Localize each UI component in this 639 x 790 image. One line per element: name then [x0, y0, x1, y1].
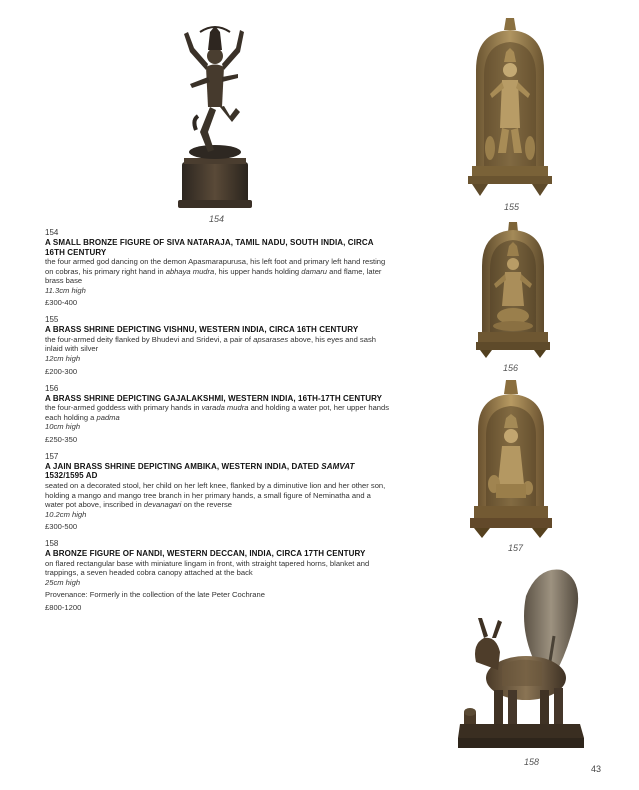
- lot-158: [45, 539, 390, 612]
- lot-title: A JAIN BRASS SHRINE DEPICTING AMBIKA, WESTERN INDIA, DATED SAMVAT 1532/1595 AD: [45, 461, 355, 481]
- lot-estimate: £200-300: [45, 366, 78, 376]
- photo-lot-158: [458, 566, 584, 752]
- lot-dimensions: 12cm high: [45, 354, 81, 364]
- caption-158: 158: [524, 757, 540, 767]
- lot-description: seated on a decorated stool, her child on her left knee, flanked by a diminutive lion and her other son, holding a mango and mango tree branch in her primary hands, a small figure of Neminatha and a water pot above, inscribed in devanagari on the reverse: [45, 480, 386, 510]
- page-number: 43: [591, 764, 602, 774]
- caption-154: 154: [209, 214, 225, 224]
- lot-descriptions: [45, 228, 390, 620]
- lot-156: [45, 384, 390, 445]
- lot-dimensions: 10.2cm high: [45, 509, 87, 519]
- photo-lot-155: [468, 18, 552, 196]
- lot-provenance: Provenance: Formerly in the collection of the late Peter Cochrane: [45, 589, 265, 599]
- lot-estimate: £300-400: [45, 298, 78, 308]
- lot-description: on flared rectangular base with miniature lingam in front, with straight tapered horns, blanket and trappings, a seven headed cobra canopy attached at the back: [45, 558, 370, 578]
- lot-title: A BRASS SHRINE DEPICTING VISHNU, WESTERN INDIA, CIRCA 16TH CENTURY: [45, 325, 359, 335]
- lot-dimensions: 11.3cm high: [45, 285, 86, 295]
- lot-description: the four-armed deity flanked by Bhudevi and Sridevi, a pair of apsarases above, his eyes and sash inlaid with silver: [45, 334, 376, 354]
- photo-lot-157: [470, 380, 552, 538]
- lot-title: A BRONZE FIGURE OF NANDI, WESTERN DECCAN, INDIA, CIRCA 17TH CENTURY: [45, 549, 366, 559]
- caption-156: 156: [503, 363, 519, 373]
- lot-estimate: £250-350: [45, 434, 78, 444]
- lot-estimate: £800-1200: [45, 602, 82, 612]
- lot-estimate: £300-500: [45, 522, 78, 532]
- lot-number: 158: [45, 539, 59, 549]
- lot-title: A SMALL BRONZE FIGURE OF SIVA NATARAJA, TAMIL NADU, SOUTH INDIA, CIRCA 16TH CENTURY: [45, 238, 374, 257]
- lot-number: 154: [45, 228, 59, 237]
- photo-lot-154: [170, 12, 260, 212]
- lot-description: the four armed god dancing on the demon Apasmarapurusa, his left foot and primary left hand resting on cobras, his primary right hand in abhaya mudra, his upper hands holding damaru and flame, later brass base: [45, 257, 386, 286]
- lot-number: 156: [45, 383, 59, 393]
- lot-number: 155: [45, 315, 59, 325]
- lot-number: 157: [45, 451, 59, 461]
- caption-157: 157: [508, 543, 524, 553]
- lot-157: [45, 452, 390, 532]
- lot-dimensions: 25cm high: [45, 578, 81, 587]
- lot-155: [45, 315, 390, 376]
- photo-lot-156: [476, 222, 550, 358]
- lot-description: the four-armed goddess with primary hands in varada mudra and holding a water pot, her upper hands each holding a padma: [45, 403, 390, 422]
- lot-dimensions: 10cm high: [45, 422, 81, 432]
- lot-154: [45, 228, 390, 308]
- lot-title: A BRASS SHRINE DEPICTING GAJALAKSHMI, WESTERN INDIA, 16TH-17TH CENTURY: [45, 393, 383, 403]
- caption-155: 155: [504, 202, 520, 212]
